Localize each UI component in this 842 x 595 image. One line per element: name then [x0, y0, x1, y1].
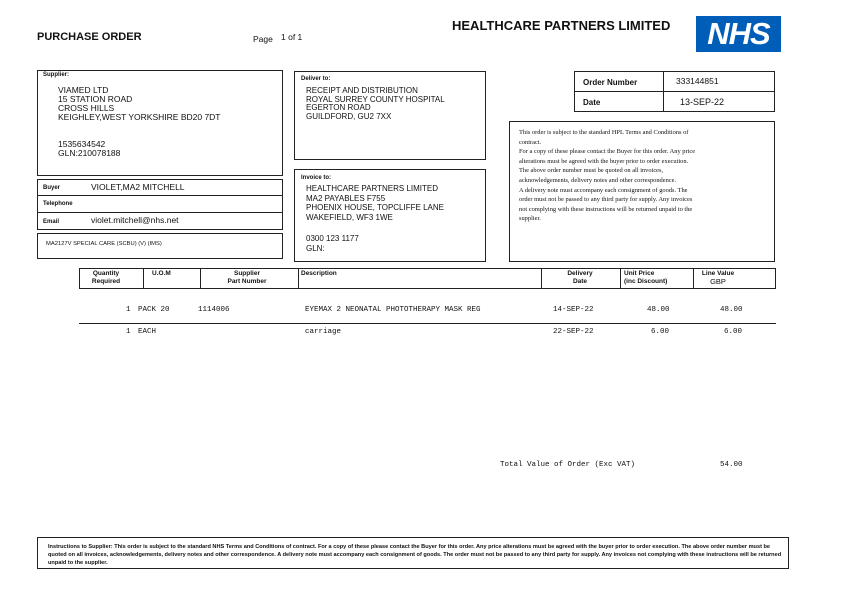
- terms-line: The above order number must be quoted on all invoices,: [519, 167, 664, 175]
- email-row: [37, 213, 283, 230]
- terms-line: alterations must be agreed with the buyer prior to order execution.: [519, 157, 689, 165]
- page-number: 1 of 1: [281, 32, 303, 42]
- terms-line: This order is subject to the standard HPL Terms and Conditions of: [519, 129, 689, 136]
- item-description: EYEMAX 2 NEONATAL PHOTOTHERAPY MASK REG: [305, 306, 481, 314]
- column-header-uom: U.O.M: [152, 270, 171, 277]
- item-quantity: 1: [126, 306, 131, 314]
- email-value[interactable]: violet.mitchell@nhs.net: [91, 215, 179, 225]
- deliver-to-line: GUILDFORD, GU2 7XX: [306, 111, 392, 121]
- column-header-text: Date: [572, 277, 588, 285]
- invoice-to-label: Invoice to:: [301, 175, 332, 181]
- order-date-label: Date: [583, 98, 601, 107]
- column-header-text: Required: [91, 277, 121, 285]
- supplier-address-line: 15 STATION ROAD: [58, 94, 133, 104]
- invoice-to-line: MA2 PAYABLES F755: [306, 193, 386, 203]
- invoice-to-box: [294, 169, 486, 262]
- column-header-text: Part Number: [227, 277, 267, 285]
- item-line-value: 6.00: [724, 328, 743, 336]
- item-delivery-date: 22-SEP-22: [553, 328, 594, 336]
- total-label: Total Value of Order (Exc VAT): [500, 461, 636, 469]
- column-header-quantity: [90, 270, 122, 285]
- deliver-to-line: ROYAL SURREY COUNTY HOSPITAL: [306, 94, 445, 104]
- terms-text: [519, 128, 695, 224]
- telephone-label: Telephone: [43, 201, 73, 207]
- column-header-delivery-date: [562, 270, 598, 285]
- terms-line: order must not be passed to any third party for supply. Any invoices: [519, 196, 693, 204]
- buyer-value: VIOLET,MA2 MITCHELL: [91, 182, 185, 192]
- supplier-name: VIAMED LTD: [58, 85, 109, 95]
- invoice-to-line: WAKEFIELD, WF3 1WE: [306, 212, 393, 222]
- column-header-text: Line Value: [701, 270, 735, 277]
- column-header-text: Unit Price: [624, 270, 655, 277]
- total-value: 54.00: [720, 461, 743, 469]
- footer-box: [37, 537, 789, 569]
- company-name: HEALTHCARE PARTNERS LIMITED: [452, 18, 671, 33]
- column-divider: [200, 269, 201, 288]
- page-label: Page: [253, 34, 273, 44]
- column-divider: [541, 269, 542, 288]
- terms-line: contract.: [519, 138, 542, 146]
- order-info-divider: [575, 91, 774, 92]
- column-divider: [298, 269, 299, 288]
- item-delivery-date: 14-SEP-22: [553, 306, 594, 314]
- item-quantity: 1: [126, 328, 131, 336]
- supplier-box: [37, 70, 283, 176]
- terms-line: supplier.: [519, 215, 541, 223]
- item-uom: EACH: [138, 328, 157, 336]
- deliver-to-line: RECEIPT AND DISTRIBUTION: [306, 86, 418, 95]
- order-number-label: Order Number: [583, 78, 638, 87]
- document-title: PURCHASE ORDER: [37, 31, 142, 43]
- item-part-number: 1114006: [198, 306, 230, 314]
- column-header-description: Description: [301, 270, 337, 277]
- terms-line: A delivery note must accompany each consignment of goods. The: [519, 186, 688, 194]
- item-description: carriage: [305, 328, 342, 336]
- invoice-to-address: [306, 184, 444, 222]
- buyer-row: [37, 179, 283, 196]
- item-uom: PACK 20: [138, 306, 170, 314]
- terms-line: For a copy of these please contact the Buyer for this order. Any price: [519, 148, 696, 156]
- terms-line: not complying with these instructions will be returned unpaid to the: [519, 205, 693, 213]
- column-header-text: GBP: [710, 276, 726, 286]
- invoice-to-contact: [306, 234, 359, 253]
- cost-centre: MA2127V SPECIAL CARE (SCBU) (V) (IMS): [46, 241, 162, 247]
- email-label: Email: [43, 219, 60, 225]
- column-header-line-value: [696, 270, 740, 285]
- item-unit-price: 48.00: [647, 306, 670, 314]
- supplier-address-line: KEIGHLEY,WEST YORKSHIRE BD20 7DT: [58, 112, 221, 122]
- invoice-to-phone: 0300 123 1177: [306, 234, 359, 243]
- terms-box: [509, 121, 775, 262]
- column-header-text: (inc Discount): [624, 277, 668, 285]
- deliver-to-line: EGERTON ROAD: [306, 103, 371, 112]
- column-header-text: Delivery: [567, 270, 593, 277]
- invoice-to-line: HEALTHCARE PARTNERS LIMITED: [306, 184, 439, 193]
- footer-instructions: Instructions to Supplier: This order is subject to the standard NHS Terms and Conditions of contract. For a copy of these please contact the Buyer for this order. Any price alterations must be agreed with the buyer prior to order execution. The above order number must be quoted on all invoices, acknowledgements, delivery notes and other correspondence. A delivery note must accompany each consignment of goods. The order must not be passed to any third party for supply. Any invoices not complying with these instructions will be returned unpaid to the supplier.: [48, 544, 782, 566]
- supplier-code: 1535634542: [58, 139, 106, 149]
- column-header-text: Quantity: [92, 270, 120, 277]
- order-info-box: [574, 71, 775, 112]
- supplier-label: Supplier:: [43, 72, 70, 78]
- nhs-logo: NHS: [696, 16, 781, 52]
- column-divider: [143, 269, 144, 288]
- supplier-codes: [58, 140, 120, 158]
- supplier-address: [58, 86, 221, 122]
- column-header-part: [221, 270, 273, 285]
- supplier-address-line: CROSS HILLS: [58, 103, 115, 113]
- column-divider: [620, 269, 621, 288]
- deliver-to-label: Deliver to:: [301, 76, 331, 82]
- column-header-unit-price: [624, 270, 667, 285]
- column-divider: [693, 269, 694, 288]
- order-date: 13-SEP-22: [680, 97, 725, 107]
- deliver-to-address: [306, 87, 445, 121]
- deliver-to-box: [294, 71, 486, 160]
- terms-line: acknowledgements, delivery notes and other correspondence.: [519, 176, 677, 184]
- column-header-text: Supplier: [233, 270, 260, 277]
- invoice-to-gln: GLN:: [306, 243, 325, 253]
- cost-centre-box: [37, 233, 283, 259]
- supplier-gln: GLN:210078188: [58, 148, 121, 158]
- item-unit-price: 6.00: [651, 328, 670, 336]
- item-line-value: 48.00: [720, 306, 743, 314]
- order-number: 333144851: [676, 76, 719, 86]
- telephone-row: [37, 196, 283, 213]
- buyer-label: Buyer: [43, 185, 61, 191]
- items-separator: [79, 323, 776, 324]
- invoice-to-line: PHOENIX HOUSE, TOPCLIFFE LANE: [306, 203, 444, 212]
- items-table-header: [79, 268, 776, 289]
